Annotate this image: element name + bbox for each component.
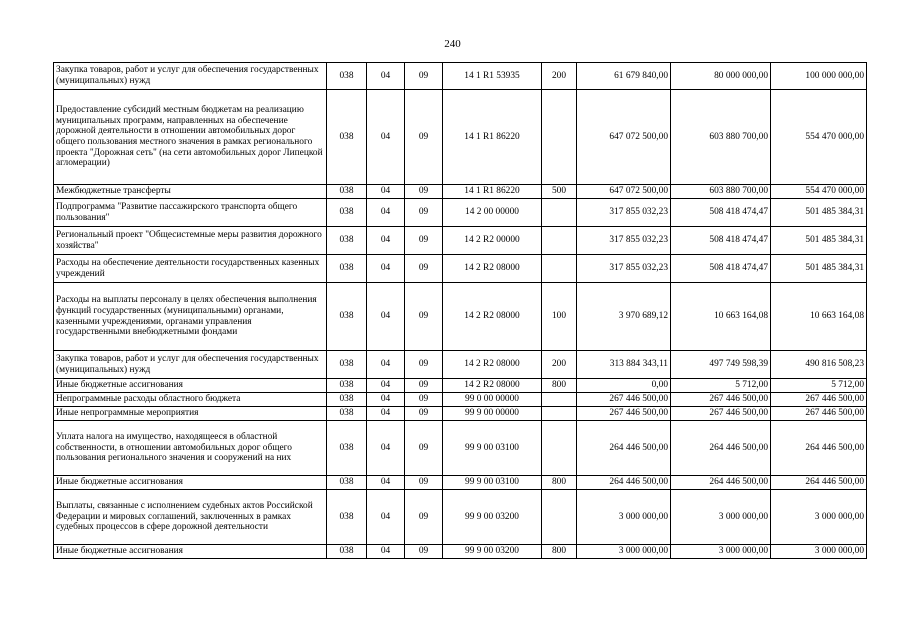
row-target-article: 99 9 00 03200 — [443, 490, 542, 545]
row-amount-year3: 501 485 384,31 — [771, 199, 867, 227]
row-amount-year2: 603 880 700,00 — [671, 90, 771, 185]
row-amount-year1: 647 072 500,00 — [577, 90, 671, 185]
row-subsection-code: 09 — [405, 283, 443, 351]
row-amount-year2: 267 446 500,00 — [671, 407, 771, 421]
row-amount-year3: 554 470 000,00 — [771, 90, 867, 185]
row-ministry-code: 038 — [327, 379, 367, 393]
row-target-article: 99 9 00 03100 — [443, 421, 542, 476]
table-row — [54, 63, 867, 90]
row-expense-type — [542, 421, 577, 476]
row-amount-year1: 61 679 840,00 — [577, 63, 671, 90]
row-section-code: 04 — [367, 227, 405, 255]
row-subsection-code: 09 — [405, 490, 443, 545]
row-expense-type: 500 — [542, 185, 577, 199]
row-expense-type — [542, 90, 577, 185]
row-amount-year3: 100 000 000,00 — [771, 63, 867, 90]
row-subsection-code: 09 — [405, 227, 443, 255]
row-section-code: 04 — [367, 90, 405, 185]
row-ministry-code: 038 — [327, 255, 367, 283]
row-amount-year2: 508 418 474,47 — [671, 199, 771, 227]
row-target-article: 14 1 R1 86220 — [443, 185, 542, 199]
row-target-article: 14 2 R2 00000 — [443, 227, 542, 255]
budget-table — [53, 62, 867, 559]
row-amount-year1: 317 855 032,23 — [577, 199, 671, 227]
row-amount-year3: 3 000 000,00 — [771, 490, 867, 545]
row-expense-type: 200 — [542, 351, 577, 379]
row-subsection-code: 09 — [405, 379, 443, 393]
row-target-article: 14 1 R1 86220 — [443, 90, 542, 185]
row-target-article: 99 9 00 00000 — [443, 407, 542, 421]
row-ministry-code: 038 — [327, 407, 367, 421]
table-row — [54, 185, 867, 199]
row-amount-year3: 267 446 500,00 — [771, 393, 867, 407]
row-expense-type: 800 — [542, 545, 577, 559]
table-row — [54, 227, 867, 255]
row-amount-year3: 490 816 508,23 — [771, 351, 867, 379]
row-subsection-code: 09 — [405, 545, 443, 559]
table-row — [54, 545, 867, 559]
row-subsection-code: 09 — [405, 351, 443, 379]
row-name: Непрограммные расходы областного бюджета — [54, 393, 327, 407]
table-row — [54, 421, 867, 476]
row-expense-type — [542, 393, 577, 407]
row-name: Межбюджетные трансферты — [54, 185, 327, 199]
table-row — [54, 476, 867, 490]
row-amount-year2: 497 749 598,39 — [671, 351, 771, 379]
row-amount-year3: 264 446 500,00 — [771, 421, 867, 476]
row-subsection-code: 09 — [405, 185, 443, 199]
row-ministry-code: 038 — [327, 90, 367, 185]
row-subsection-code: 09 — [405, 421, 443, 476]
row-section-code: 04 — [367, 351, 405, 379]
row-name: Региональный проект "Общесистемные меры развития дорожного хозяйства" — [54, 227, 327, 255]
row-name: Иные бюджетные ассигнования — [54, 476, 327, 490]
row-section-code: 04 — [367, 199, 405, 227]
row-subsection-code: 09 — [405, 90, 443, 185]
row-subsection-code: 09 — [405, 407, 443, 421]
row-ministry-code: 038 — [327, 490, 367, 545]
page-number: 240 — [444, 38, 461, 50]
row-ministry-code: 038 — [327, 393, 367, 407]
row-amount-year3: 501 485 384,31 — [771, 255, 867, 283]
row-target-article: 99 9 00 03200 — [443, 545, 542, 559]
row-amount-year1: 3 000 000,00 — [577, 545, 671, 559]
row-expense-type: 200 — [542, 63, 577, 90]
row-subsection-code: 09 — [405, 63, 443, 90]
row-ministry-code: 038 — [327, 545, 367, 559]
row-amount-year1: 264 446 500,00 — [577, 476, 671, 490]
row-ministry-code: 038 — [327, 421, 367, 476]
row-amount-year1: 3 000 000,00 — [577, 490, 671, 545]
row-target-article: 99 9 00 03100 — [443, 476, 542, 490]
table-row — [54, 199, 867, 227]
row-amount-year3: 3 000 000,00 — [771, 545, 867, 559]
row-amount-year3: 501 485 384,31 — [771, 227, 867, 255]
row-amount-year1: 267 446 500,00 — [577, 407, 671, 421]
row-section-code: 04 — [367, 63, 405, 90]
row-amount-year2: 264 446 500,00 — [671, 476, 771, 490]
row-section-code: 04 — [367, 476, 405, 490]
row-section-code: 04 — [367, 379, 405, 393]
table-row — [54, 379, 867, 393]
row-ministry-code: 038 — [327, 199, 367, 227]
table-row — [54, 351, 867, 379]
row-section-code: 04 — [367, 283, 405, 351]
row-amount-year1: 0,00 — [577, 379, 671, 393]
row-amount-year2: 508 418 474,47 — [671, 227, 771, 255]
row-section-code: 04 — [367, 255, 405, 283]
table-row — [54, 283, 867, 351]
row-amount-year1: 313 884 343,11 — [577, 351, 671, 379]
row-expense-type — [542, 255, 577, 283]
row-target-article: 14 1 R1 53935 — [443, 63, 542, 90]
row-amount-year3: 554 470 000,00 — [771, 185, 867, 199]
row-expense-type — [542, 199, 577, 227]
row-target-article: 14 2 R2 08000 — [443, 283, 542, 351]
row-name: Подпрограмма "Развитие пассажирского транспорта общего пользования" — [54, 199, 327, 227]
row-amount-year2: 603 880 700,00 — [671, 185, 771, 199]
row-amount-year3: 264 446 500,00 — [771, 476, 867, 490]
row-section-code: 04 — [367, 185, 405, 199]
row-target-article: 99 0 00 00000 — [443, 393, 542, 407]
row-ministry-code: 038 — [327, 351, 367, 379]
row-subsection-code: 09 — [405, 476, 443, 490]
row-section-code: 04 — [367, 407, 405, 421]
row-name: Уплата налога на имущество, находящееся в областной собственности, в отношении автомобильных дорог общего пользования регионального значения и сооружений на них — [54, 421, 327, 476]
row-ministry-code: 038 — [327, 63, 367, 90]
row-amount-year2: 508 418 474,47 — [671, 255, 771, 283]
row-amount-year1: 317 855 032,23 — [577, 255, 671, 283]
row-target-article: 14 2 R2 08000 — [443, 255, 542, 283]
row-amount-year1: 267 446 500,00 — [577, 393, 671, 407]
row-ministry-code: 038 — [327, 227, 367, 255]
row-name: Иные бюджетные ассигнования — [54, 545, 327, 559]
row-ministry-code: 038 — [327, 283, 367, 351]
row-amount-year2: 264 446 500,00 — [671, 421, 771, 476]
row-subsection-code: 09 — [405, 255, 443, 283]
row-amount-year2: 80 000 000,00 — [671, 63, 771, 90]
row-amount-year3: 10 663 164,08 — [771, 283, 867, 351]
row-name: Иные бюджетные ассигнования — [54, 379, 327, 393]
table-row — [54, 90, 867, 185]
row-name: Иные непрограммные мероприятия — [54, 407, 327, 421]
table-row — [54, 407, 867, 421]
row-expense-type — [542, 490, 577, 545]
row-target-article: 14 2 R2 08000 — [443, 351, 542, 379]
row-amount-year2: 10 663 164,08 — [671, 283, 771, 351]
row-target-article: 14 2 R2 08000 — [443, 379, 542, 393]
row-section-code: 04 — [367, 545, 405, 559]
row-subsection-code: 09 — [405, 393, 443, 407]
row-amount-year1: 647 072 500,00 — [577, 185, 671, 199]
row-amount-year2: 3 000 000,00 — [671, 545, 771, 559]
table-row — [54, 490, 867, 545]
row-amount-year2: 5 712,00 — [671, 379, 771, 393]
row-expense-type: 800 — [542, 476, 577, 490]
row-expense-type: 800 — [542, 379, 577, 393]
row-amount-year1: 317 855 032,23 — [577, 227, 671, 255]
row-amount-year3: 267 446 500,00 — [771, 407, 867, 421]
row-expense-type: 100 — [542, 283, 577, 351]
row-name: Расходы на обеспечение деятельности государственных казенных учреждений — [54, 255, 327, 283]
row-name: Расходы на выплаты персоналу в целях обеспечения выполнения функций государственных (муниципальными) органами, казенными учреждениями, органами управления государственными внебюджетными фондами — [54, 283, 327, 351]
row-subsection-code: 09 — [405, 199, 443, 227]
row-section-code: 04 — [367, 490, 405, 545]
row-expense-type — [542, 407, 577, 421]
row-ministry-code: 038 — [327, 476, 367, 490]
table-row — [54, 393, 867, 407]
row-name: Закупка товаров, работ и услуг для обеспечения государственных (муниципальных) нужд — [54, 63, 327, 90]
row-section-code: 04 — [367, 421, 405, 476]
row-amount-year1: 264 446 500,00 — [577, 421, 671, 476]
table-row — [54, 255, 867, 283]
row-amount-year1: 3 970 689,12 — [577, 283, 671, 351]
row-name: Выплаты, связанные с исполнением судебных актов Российской Федерации и мировых соглашений, заключенных в рамках судебных процессов в сфере дорожной деятельности — [54, 490, 327, 545]
row-expense-type — [542, 227, 577, 255]
row-target-article: 14 2 00 00000 — [443, 199, 542, 227]
row-amount-year2: 267 446 500,00 — [671, 393, 771, 407]
row-section-code: 04 — [367, 393, 405, 407]
row-amount-year3: 5 712,00 — [771, 379, 867, 393]
row-name: Закупка товаров, работ и услуг для обеспечения государственных (муниципальных) нужд — [54, 351, 327, 379]
row-ministry-code: 038 — [327, 185, 367, 199]
row-amount-year2: 3 000 000,00 — [671, 490, 771, 545]
row-name: Предоставление субсидий местным бюджетам на реализацию муниципальных программ, направленных на обеспечение дорожной деятельности в отношении автомобильных дорог общего пользования местного значения в рамках регионального проекта "Дорожная сеть" (на сети автомобильных дорог Липецкой агломерации) — [54, 90, 327, 185]
